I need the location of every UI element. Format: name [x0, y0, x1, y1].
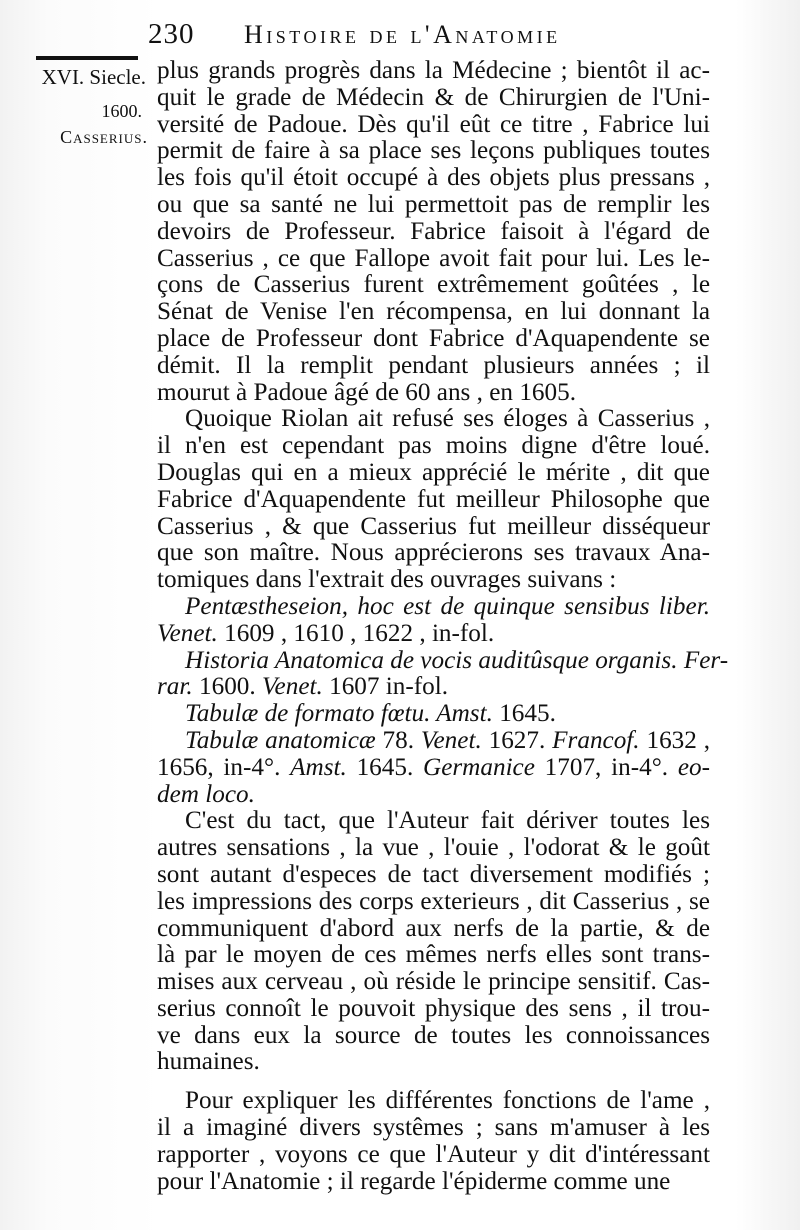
text-line: place de Professeur dont Fabrice d'Aquapendente se	[157, 324, 710, 352]
work-line	[157, 621, 710, 648]
work-title-segment: Venet.	[420, 726, 482, 754]
text-line: pour l'Anatomie ; il regarde l'épiderme comme une	[157, 1167, 671, 1195]
text-line: tomiques dans l'extrait des ouvrages suivans :	[157, 566, 617, 594]
text-line: Pour expliquer les différentes fonctions de l'ame ,	[185, 1087, 710, 1115]
body-text	[157, 57, 729, 1195]
text-line: Fabrice d'Aquapendente fut meilleur Philosophe que	[157, 485, 710, 513]
work-line	[157, 594, 710, 621]
work-title-segment: Historia Anatomica de vocis auditûsque organis. Fer-	[185, 646, 729, 674]
text-line: serius connoît le pouvoit physique des sens , il trou-	[157, 994, 710, 1022]
text-line: plus grands progrès dans la Médecine ; bientôt il ac-	[157, 57, 710, 84]
text-line: çons de Casserius furent extrêmement goûtées , le	[157, 271, 710, 299]
text-line: C'est du tact, que l'Auteur fait dériver toutes les	[185, 807, 710, 835]
paragraph-1	[157, 58, 710, 406]
paragraph-4	[157, 1088, 710, 1195]
text-line: Casserius , ce que Fallope avoit fait pour lui. Les le-	[157, 244, 710, 272]
work-title-segment: eo-	[677, 753, 710, 781]
margin-notes	[0, 64, 148, 150]
text-line: humaines.	[157, 1048, 260, 1076]
work-title-segment: Venet.	[261, 673, 323, 701]
text-line: Casserius , & que Casserius fut meilleur disséqueur	[157, 512, 710, 540]
work-title-segment: Germanice	[423, 753, 535, 781]
text-line: autres sensations , la vue , l'ouie , l'odorat & le goût	[157, 834, 710, 862]
text-line: rapporter , voyons ce que l'Auteur y dit d'intéressant	[157, 1140, 710, 1168]
margin-year: 1600.	[101, 101, 142, 121]
work-line	[157, 755, 710, 782]
work-title-segment: Venet.	[157, 619, 218, 647]
work-detail-segment: 1707, in-4°.	[534, 753, 678, 781]
margin-name: Casserius.	[60, 127, 148, 147]
work-line	[157, 728, 710, 755]
work-detail-segment: 78.	[375, 726, 421, 754]
work-detail-segment: 1632 ,	[639, 726, 711, 754]
text-line: Quoique Riolan ait refusé ses éloges à Casserius ,	[185, 405, 710, 433]
text-line: Sénat de Venise l'en récompensa, en lui donnant la	[157, 298, 710, 326]
work-title-segment: Amst.	[290, 753, 347, 781]
works-list	[157, 592, 729, 808]
work-line	[157, 674, 710, 701]
text-line: communiquent d'abord aux nerfs de la partie, & de	[157, 914, 710, 942]
text-line: il a imaginé divers systêmes ; sans m'amuser à les	[157, 1114, 710, 1142]
text-line: démit. Il la remplit pendant plusieurs années ; il	[157, 351, 710, 379]
text-line: il n'en est cependant pas moins digne d'être loué.	[157, 432, 710, 460]
work-detail-segment: 1609 , 1610 , 1622 , in-fol.	[217, 619, 495, 647]
text-line: quit le grade de Médecin & de Chirurgien de l'Uni-	[157, 83, 710, 111]
work-detail-segment: 1645.	[492, 700, 556, 728]
work-line	[157, 782, 710, 809]
text-line: ve dans eux la source de toutes les connoissances	[157, 1021, 710, 1049]
text-line: là par le moyen de ces mêmes nerfs elles sont trans-	[157, 941, 710, 969]
work-title-segment: dem loco.	[157, 780, 255, 808]
work-detail-segment: 1645.	[346, 753, 424, 781]
text-line: permit de faire à sa place ses leçons publiques toutes	[157, 137, 710, 165]
work-detail-segment: 1656, in-4°.	[157, 753, 291, 781]
work-detail-segment: 1607 in-fol.	[322, 673, 449, 701]
work-line	[157, 701, 710, 728]
text-line: sont autant d'especes de tact diversement modifiés ;	[157, 860, 710, 888]
margin-rule	[36, 56, 138, 60]
margin-century: XVI. Siecle.	[41, 65, 146, 89]
work-title-segment: Pentæstheseion, hoc est de quinque sensibus liber.	[185, 592, 710, 620]
text-line: mises aux cerveau , où réside le principe sensitif. Cas-	[157, 968, 710, 996]
work-title-segment: Tabulæ de formato fœtu. Amst.	[185, 700, 493, 728]
paragraph-2	[157, 406, 710, 594]
text-line: devoirs de Professeur. Fabrice faisoit à l'égard de	[157, 217, 710, 245]
paragraph-3	[157, 808, 710, 1076]
text-line: mourut à Padoue âgé de 60 ans , en 1605.	[157, 378, 576, 406]
text-line: que son maître. Nous apprécierons ses travaux Ana-	[157, 539, 710, 567]
work-title-segment: Francof.	[552, 726, 640, 754]
text-line: les impressions des corps exterieurs , dit Casserius , se	[157, 887, 710, 915]
page-header	[0, 18, 800, 54]
running-head: Histoire de l'Anatomie	[244, 20, 561, 49]
work-line	[157, 646, 729, 675]
work-title-segment: rar.	[157, 673, 193, 701]
page-number: 230	[148, 18, 195, 50]
text-line: les fois qu'il étoit occupé à des objets plus pressans ,	[157, 164, 710, 192]
work-title-segment: Tabulæ anatomicæ	[185, 726, 376, 754]
text-line: ou que sa santé ne lui permettoit pas de remplir les	[157, 190, 710, 218]
text-line: Douglas qui en a mieux apprécié le mérite , dit que	[157, 458, 710, 486]
text-line: versité de Padoue. Dès qu'il eût ce titre , Fabrice lui	[157, 110, 710, 138]
work-detail-segment: 1627.	[481, 726, 553, 754]
work-detail-segment: 1600.	[192, 673, 262, 701]
